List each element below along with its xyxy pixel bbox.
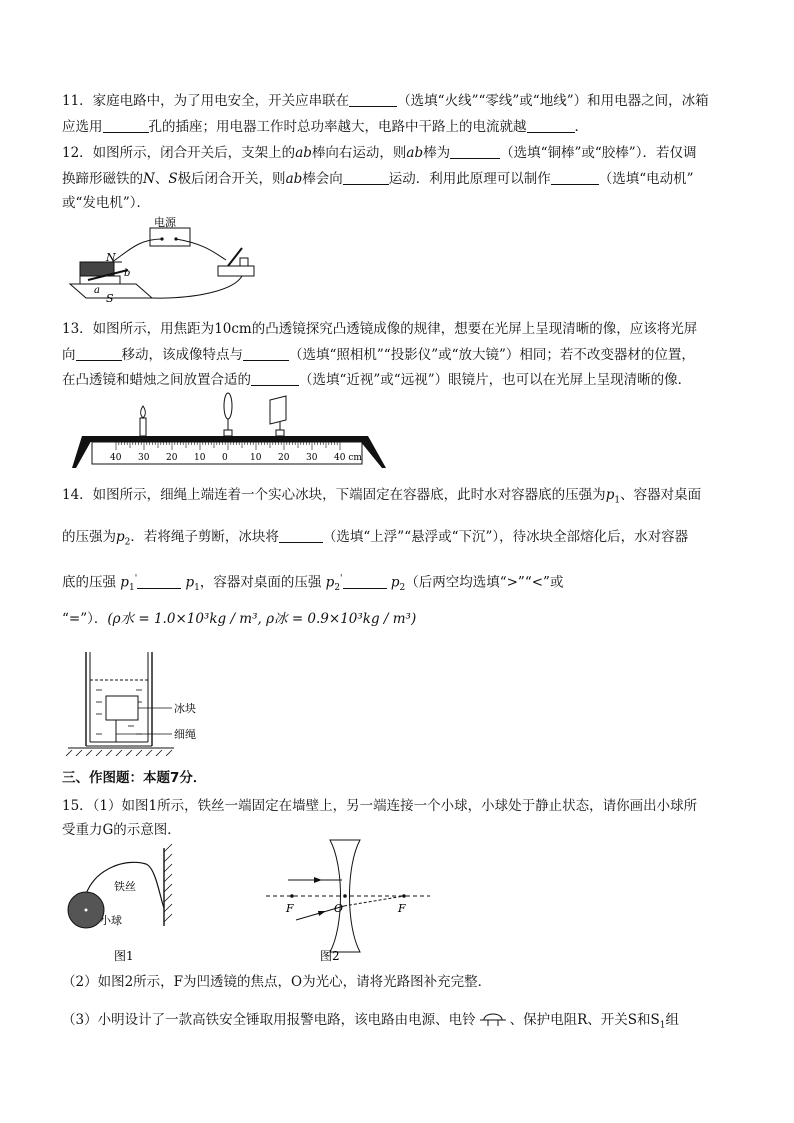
container-ice-figure [66,650,202,756]
q11-text: 11．家庭电路中，为了用电安全，开关应串联在 [62,93,350,109]
power-source-box [150,228,190,246]
q11-text: ． [574,119,588,135]
q12-text: 换蹄形磁铁的 [62,171,143,187]
q11-text: 应选用 [62,119,103,135]
ruler-label: 30 [306,453,318,463]
answer-blank[interactable] [343,574,387,589]
section-heading: 三、作图题：本题7分． [62,770,207,786]
q12-line2: 换蹄形磁铁的N、S极后闭合开关，则ab棒会向 运动．利用此原理可以制作 （选填“电动机” [62,171,694,187]
answer-blank[interactable] [243,346,289,361]
svg-text:冰块: 冰块 [174,702,196,715]
q12-line1 [62,143,696,163]
svg-text:F: F [398,902,406,915]
density-formula: (ρ水 = 1.0×10³kg / m³, ρ冰 = 0.9×10³kg / m³) [107,611,417,627]
ruler-label: 10 [194,453,206,463]
answer-blank[interactable] [349,92,397,107]
answer-blank[interactable] [103,118,149,133]
figure2-caption: 图2 [320,949,340,962]
q15-part3: （3）小明设计了一款高铁安全锤取用报警电路，该电路由电源、电铃 、保护电阻R、开关S和$S_1$组 [62,1012,679,1031]
answer-blank[interactable] [137,574,181,589]
svg-text:S: S [106,292,114,305]
figure2-concave-lens [266,836,436,962]
ruler-label: 40 [110,453,122,463]
candle [140,418,146,436]
q12-text: 棒向右运动，则 [311,145,407,161]
svg-text:N: N [106,251,116,264]
q11-line2 [62,117,588,137]
q12-ab: ab [406,145,424,161]
ruler-label: 10 [250,453,262,463]
answer-blank[interactable] [551,170,599,185]
q12-text: 棒为 [423,145,451,161]
svg-text:细绳: 细绳 [174,728,196,741]
q11-line1 [62,91,709,111]
ruler-label: 30 [138,453,150,463]
ice-block [106,696,138,720]
svg-text:a: a [94,285,100,296]
convex-lens [224,393,232,419]
candle-flame-icon [141,406,146,418]
q12-text: （选填“铜棒”或“胶棒”）．若仅调 [500,145,697,161]
answer-blank[interactable] [450,144,500,159]
q14-line4: “=”）．(ρ水 = 1.0×10³kg / m³, ρ冰 = 0.9×10³kg / m³) [62,611,417,627]
optical-bench-figure [72,392,388,472]
answer-blank[interactable] [76,346,122,361]
q11-text: （选填“火线”“零线”或“地线”）和用电器之间，冰箱 [397,93,709,109]
q13-line3: 在凸透镜和蜡烛之间放置合适的 （选填“近视”或“远视”）眼镜片，也可以在光屏上呈现清晰的像． [62,372,692,388]
ruler-label: 20 [278,453,290,463]
electromagnetic-apparatus-figure [66,214,266,306]
ruler-label: 0 [222,453,228,463]
ruler-label: 20 [166,453,178,463]
svg-text:小球: 小球 [100,914,122,927]
q12-line3: 或“发电机”）． [62,195,151,211]
bell-icon [476,1010,510,1028]
answer-blank[interactable] [343,170,389,185]
answer-blank[interactable] [279,528,323,543]
svg-text:F: F [286,902,294,915]
q14-line1: 14．如图所示，细绳上端连着一个实心冰块，下端固定在容器底，此时水对容器底的压强为$p_1$、容器对桌面 [62,487,702,506]
svg-text:铁丝: 铁丝 [114,880,136,893]
q12-ab: ab [295,145,312,161]
switch [218,266,254,276]
light-screen [270,396,286,424]
q14-line3: 底的压强 $p_1'$ $p_1$，容器对桌面的压强 $p_2'$ $p_2$（后两空均选填“>”“<”或 [62,574,564,594]
q11-text: 孔的插座；用电器工作时总功率越大，电路中干路上的电流就越 [148,119,527,135]
svg-text:b: b [124,268,131,279]
power-label: 电源 [154,216,176,229]
figure1-ball-wire [66,838,186,962]
q15-line1: 15．（1）如图1所示，铁丝一端固定在墙壁上，另一端连接一个小球，小球处于静止状态，请你画出小球所 [62,798,698,814]
answer-blank[interactable] [527,118,575,133]
q13-line1: 13．如图所示，用焦距为10cm的凸透镜探究凸透镜成像的规律，想要在光屏上呈现清晰的像，应该将光屏 [62,321,698,337]
q13-line2: 向 移动，该成像特点与 （选填“照相机”“投影仪”或“放大镜”）相同；若不改变器材的位置， [62,347,695,363]
q14-line2: 的压强为$p_2$．若将绳子剪断，冰块将 （选填“上浮”“悬浮或“下沉”），待冰块全部熔化后，水对容器 [62,529,689,548]
q15-line2: 受重力G的示意图． [62,822,181,838]
svg-text:O: O [334,902,344,915]
q12-text: 12．如图所示，闭合开关后，支架上的 [62,145,296,161]
answer-blank[interactable] [251,371,299,386]
ruler-label: 40 cm [334,453,362,463]
q15-part2: （2）如图2所示，F为凹透镜的焦点，O为光心，请将光路图补充完整． [62,974,492,990]
figure1-caption: 图1 [114,949,134,962]
q12-text: 极后闭合开关，则 [177,171,286,187]
